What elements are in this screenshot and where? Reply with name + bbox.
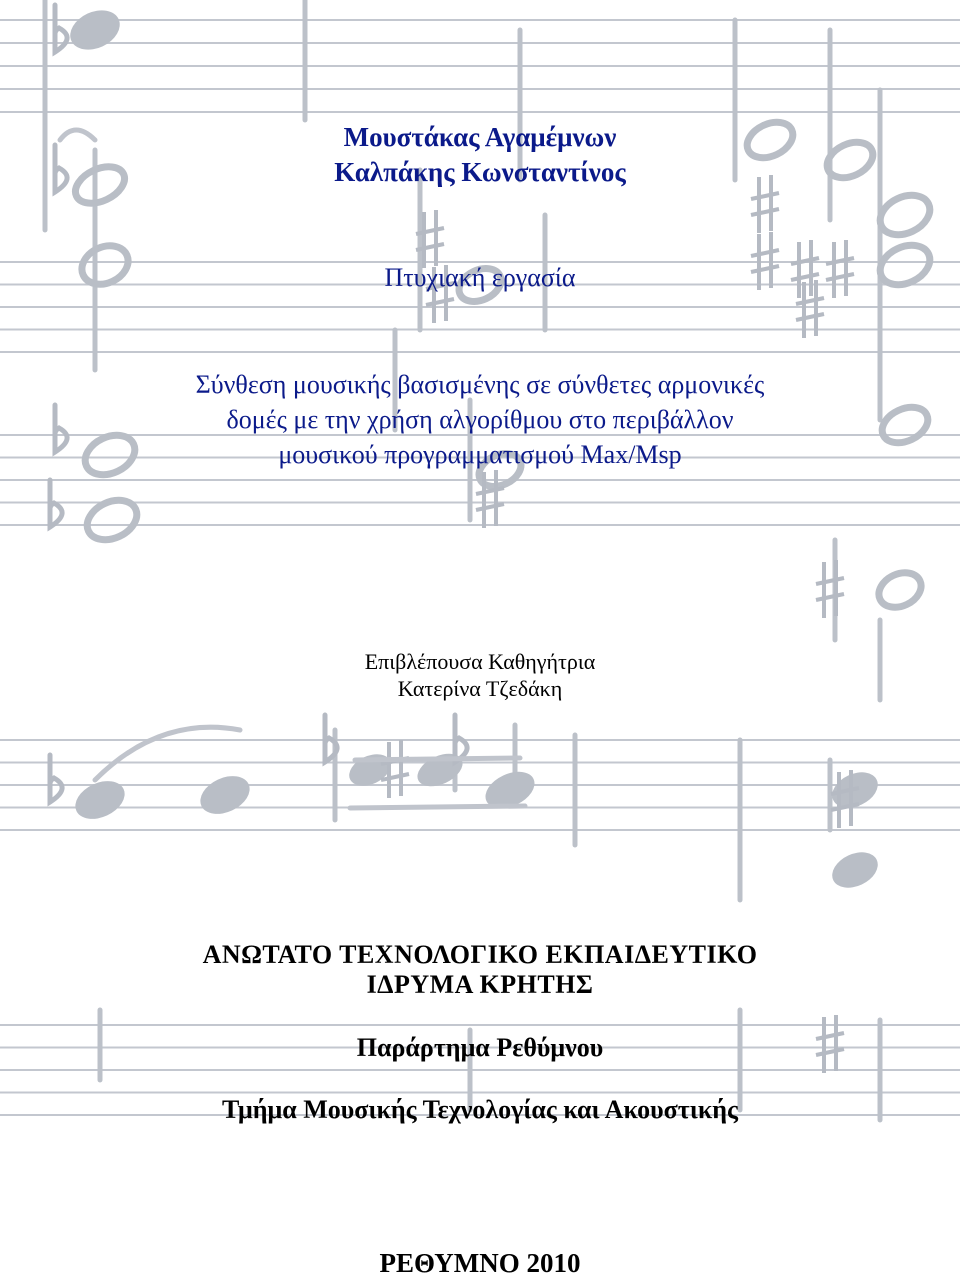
thesis-title-line: Σύνθεση μουσικής βασισμένης σε σύνθετες αρμονικές — [195, 370, 765, 399]
thesis-title — [0, 367, 960, 472]
city-year: ΡΕΘΥΜΝΟ 2010 — [379, 1248, 581, 1278]
department-name: Τμήμα Μουσικής Τεχνολογίας και Ακουστικής — [221, 1095, 738, 1124]
branch-name: Παράρτημα Ρεθύμνου — [356, 1033, 604, 1062]
institution-name — [0, 940, 960, 1000]
supervisor-name: Κατερίνα Τζεδάκη — [397, 676, 563, 701]
thesis-type: Πτυχιακή εργασία — [384, 263, 576, 292]
supervisor-role: Επιβλέπουσα Καθηγήτρια — [364, 649, 596, 674]
institution-line: ΑΝΩΤΑΤΟ ΤΕΧΝΟΛΟΓΙΚΟ ΕΚΠΑΙΔΕΥΤΙΚΟ — [202, 940, 758, 969]
institution-line: ΙΔΡΥΜΑ ΚΡΗΤΗΣ — [366, 970, 594, 999]
author-name: Καλπάκης Κωνσταντίνος — [334, 157, 626, 187]
author-name: Μουστάκας Αγαμέμνων — [343, 122, 617, 152]
thesis-title-line: μουσικού προγραμματισμού Max/Msp — [278, 440, 682, 469]
authors-block — [0, 120, 960, 190]
supervisor-block — [0, 648, 960, 702]
thesis-title-line: δομές με την χρήση αλγορίθμου στο περιβάλλον — [226, 405, 734, 434]
